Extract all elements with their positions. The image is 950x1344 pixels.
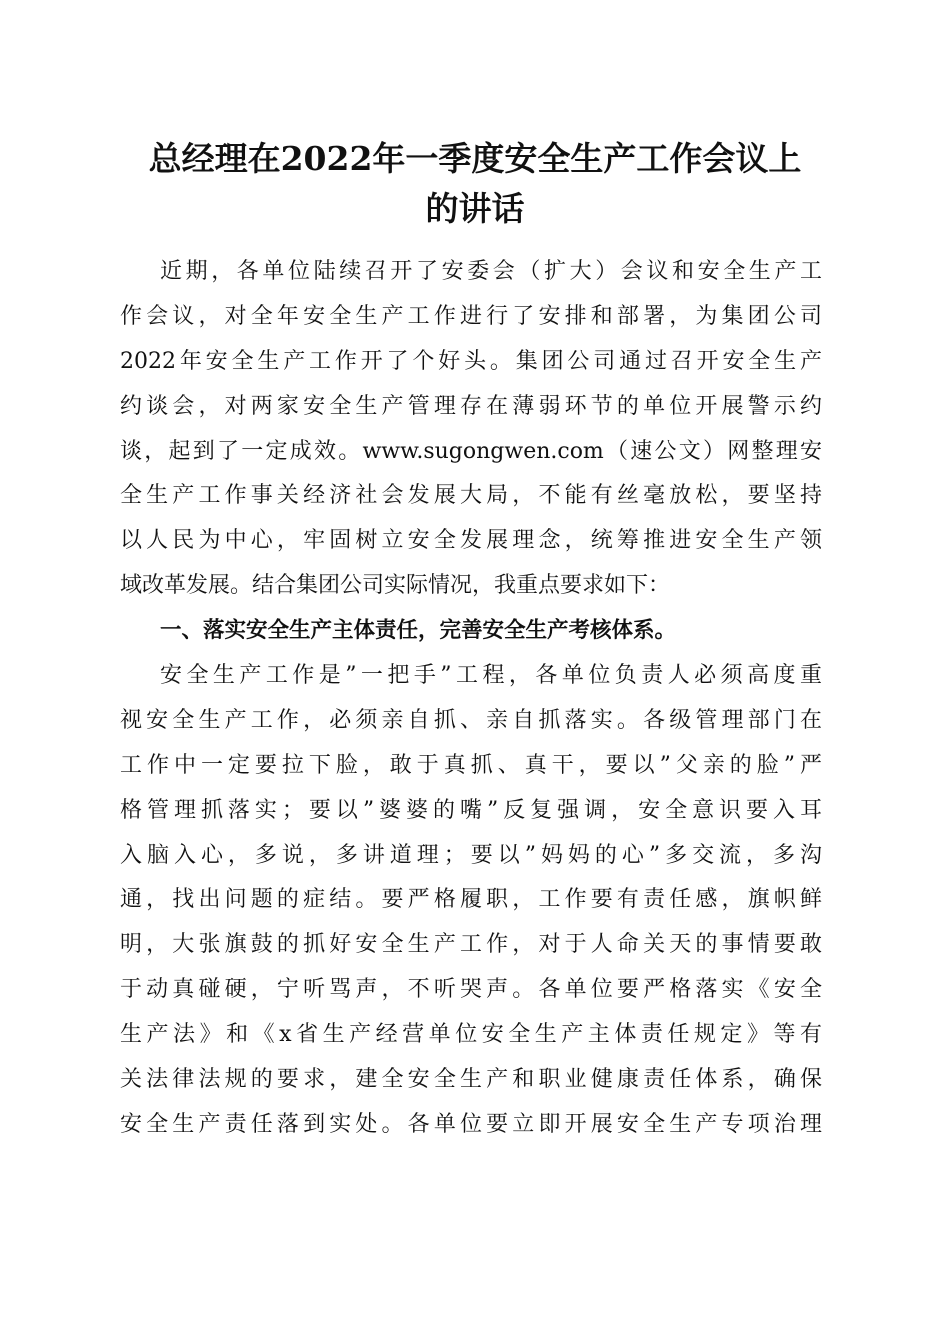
text-line: 生产法》和《x省生产经营单位安全生产主体责任规定》等有	[120, 1022, 822, 1048]
paragraph-intro	[120, 250, 822, 609]
text-line: 工作中一定要拉下脸，敢于真抓、真干，要以”父亲的脸”严	[120, 752, 822, 778]
text-line: 以人民为中心，牢固树立安全发展理念，统筹推进安全生产领	[120, 528, 822, 554]
text-line: 域改革发展。结合集团公司实际情况，我重点要求如下：	[120, 573, 671, 599]
text-line: 安全生产责任落到实处。各单位要立即开展安全生产专项治理	[120, 1111, 822, 1137]
text-line: 近期，各单位陆续召开了安委会（扩大）会议和安全生产工	[160, 259, 822, 284]
text-line: 于动真碰硬，宁听骂声，不听哭声。各单位要严格落实《安全	[120, 977, 822, 1003]
text-line: 通，找出问题的症结。要严格履职，工作要有责任感，旗帜鲜	[120, 887, 822, 913]
title-line-2: 的讲话	[425, 189, 525, 228]
section-heading-1: 一、落实安全生产主体责任，完善安全生产考核体系。	[160, 618, 677, 644]
text-line: 明，大张旗鼓的抓好安全生产工作，对于人命关天的事情要敢	[120, 932, 822, 958]
paragraph-section-1	[120, 654, 822, 1148]
document-title	[110, 134, 840, 234]
text-line: 2022年安全生产工作开了个好头。集团公司通过召开安全生产	[120, 348, 822, 374]
text-line: 全生产工作事关经济社会发展大局，不能有丝毫放松，要坚持	[120, 483, 822, 509]
text-line: 作会议，对全年安全生产工作进行了安排和部署，为集团公司	[120, 303, 822, 329]
text-line: 安全生产工作是”一把手”工程，各单位负责人必须高度重	[160, 663, 822, 689]
text-line: 格管理抓落实；要以”婆婆的嘴”反复强调，安全意识要入耳	[120, 797, 822, 823]
text-line: 关法律法规的要求，建全安全生产和职业健康责任体系，确保	[120, 1067, 822, 1093]
text-line: 约谈会，对两家安全生产管理存在薄弱环节的单位开展警示约	[120, 393, 822, 419]
text-line: 谈，起到了一定成效。www.sugongwen.com（速公文）网整理安	[120, 438, 822, 464]
document-body	[120, 250, 822, 1148]
text-line: 视安全生产工作，必须亲自抓、亲自抓落实。各级管理部门在	[120, 707, 822, 733]
text-line: 入脑入心，多说，多讲道理；要以”妈妈的心”多交流，多沟	[120, 842, 822, 868]
title-line-1: 总经理在2022年一季度安全生产工作会议上	[148, 139, 802, 178]
